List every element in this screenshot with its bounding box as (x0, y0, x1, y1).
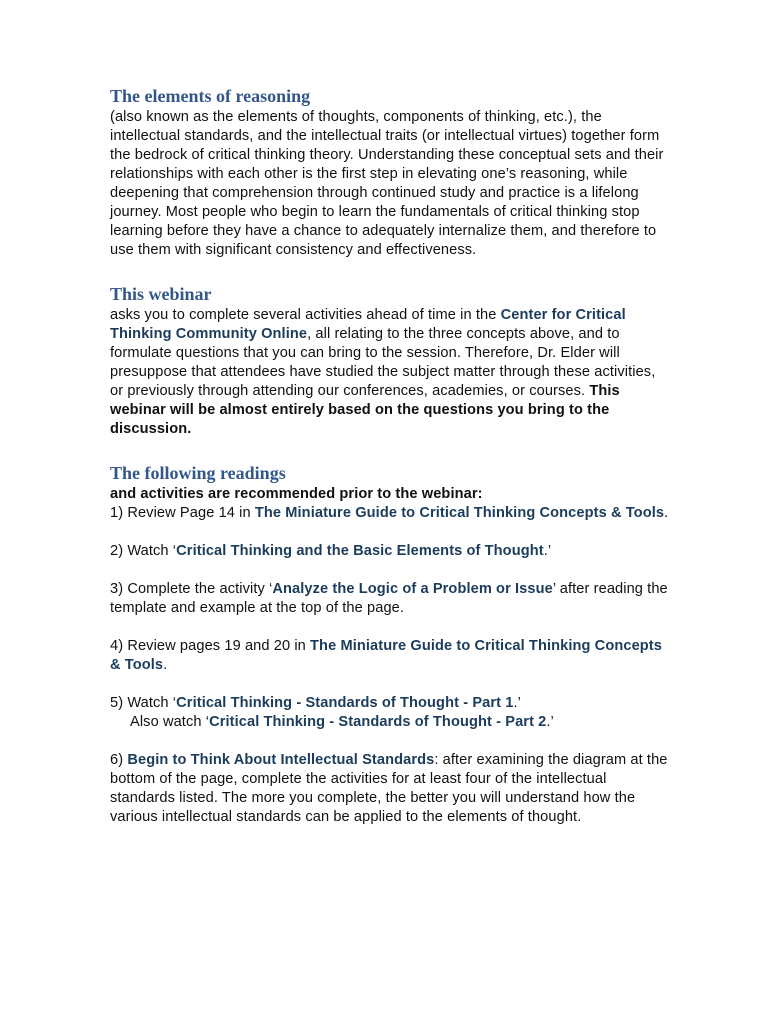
item-3-suffix: ’ after reading the template and example at the top of the page. (110, 581, 668, 616)
item-4-prefix: 4) Review pages 19 and 20 in (110, 638, 311, 654)
document-body (110, 84, 670, 827)
link-standards-part-2[interactable]: Critical Thinking - Standards of Thought - Part 2 (209, 714, 547, 730)
reading-item-1 (110, 504, 670, 523)
reading-item-3 (110, 580, 670, 618)
item-1-prefix: 1) Review Page 14 in (110, 505, 255, 521)
link-basic-elements-video[interactable]: Critical Thinking and the Basic Elements of Thought (176, 543, 544, 559)
link-miniature-guide-2[interactable]: The Miniature Guide to Critical Thinking Concepts & Tools (110, 638, 662, 673)
link-community-online[interactable]: Center for Critical Thinking Community Online (110, 307, 626, 342)
heading-this-webinar: This webinar (110, 284, 212, 304)
webinar-text-2: , all relating to the three concepts above, and to formulate questions that you can bring to the session. Therefore, Dr. Elder will presuppose that attendees have studied the subject matter through these activities, or previously through attending our conferences, academies, or courses. (110, 326, 656, 399)
heading-elements-of-reasoning: The elements of reasoning (110, 86, 311, 106)
item-5b-suffix: .’ (546, 714, 554, 730)
item-5b-prefix: Also watch ‘ (130, 714, 210, 730)
readings-intro: and activities are recommended prior to the webinar: (110, 486, 483, 502)
item-3-prefix: 3) Complete the activity ‘ (110, 581, 273, 597)
link-miniature-guide-1[interactable]: The Miniature Guide to Critical Thinking Concepts & Tools (254, 505, 665, 521)
item-5-prefix: 5) Watch ‘ (110, 695, 177, 711)
item-6-suffix: : after examining the diagram at the bottom of the page, complete the activities for at least four of the intellectual standards listed. The more you complete, the better you will understand how the various intellectual standards can be applied to the elements of thought. (110, 752, 668, 825)
webinar-bold-note: This webinar will be almost entirely based on the questions you bring to the discussion. (110, 383, 620, 437)
reading-item-5 (110, 694, 670, 713)
paragraph-this-webinar (110, 306, 670, 439)
reading-item-2 (110, 542, 670, 561)
heading-following-readings: The following readings (110, 463, 286, 483)
item-6-prefix: 6) (110, 752, 128, 768)
reading-item-4 (110, 637, 670, 675)
link-intellectual-standards[interactable]: Begin to Think About Intellectual Standards (127, 752, 435, 768)
item-1-suffix: . (664, 505, 669, 521)
item-4-suffix: . (163, 657, 168, 673)
webinar-text-1: asks you to complete several activities ahead of time in the (110, 307, 501, 323)
reading-item-5b (110, 713, 670, 732)
reading-item-6 (110, 751, 670, 827)
link-analyze-logic-activity[interactable]: Analyze the Logic of a Problem or Issue (272, 581, 553, 597)
item-5-suffix: .’ (513, 695, 521, 711)
link-standards-part-1[interactable]: Critical Thinking - Standards of Thought - Part 1 (176, 695, 514, 711)
item-2-suffix: .’ (543, 543, 552, 559)
item-2-prefix: 2) Watch ‘ (110, 543, 177, 559)
paragraph-elements-of-reasoning: (also known as the elements of thoughts, components of thinking, etc.), the intellectual standards, and the intellectual traits (or intellectual virtues) together form the bedrock of critical thinking theory. Understanding these conceptual sets and their relationships with each other is the first step in elevating one’s reasoning, while deepening that comprehension through continued study and practice is a lifelong journey. Most people who begin to learn the fundamentals of critical thinking stop learning before they have a chance to adequately internalize them, and therefore to use them with significant consistency and effectiveness. (110, 109, 664, 258)
